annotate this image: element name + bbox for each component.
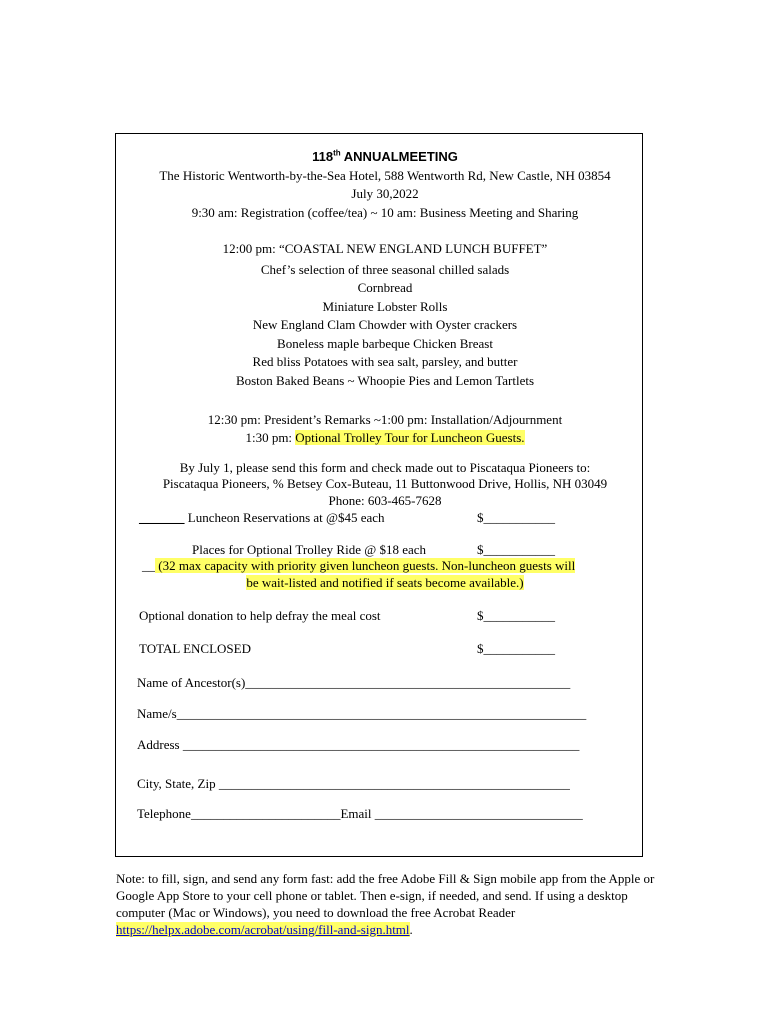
menu-item: Cornbread (357, 280, 413, 295)
total-amount-field[interactable]: $___________ (477, 641, 555, 656)
trolley-quantity-blank[interactable]: __ (142, 558, 155, 573)
menu-item: Boston Baked Beans ~ Whoopie Pies and Lemon Tartlets (235, 373, 535, 388)
trolley-places-label: Places for Optional Trolley Ride @ $18 each (192, 542, 427, 557)
donation-label: Optional donation to help defray the meal cost (139, 608, 381, 623)
schedule-line: 9:30 am: Registration (coffee/tea) ~ 10 am: Business Meeting and Sharing (191, 205, 579, 220)
city-state-zip-field[interactable]: City, State, Zip ______________________________________________________ (137, 776, 570, 791)
trolley-capacity-note: __ (32 max capacity with priority given luncheon guests. Non-luncheon guests will (142, 558, 576, 573)
adobe-help-link[interactable]: https://helpx.adobe.com/acrobat/using/fill-and-sign.html (116, 922, 410, 937)
luncheon-amount-field[interactable]: $___________ (477, 510, 555, 525)
mail-instructions: By July 1, please send this form and check made out to Piscataqua Pioneers to: (179, 460, 591, 475)
trolley-tour-highlight: Optional Trolley Tour for Luncheon Guests. (295, 430, 525, 445)
venue-line: The Historic Wentworth-by-the-Sea Hotel, 588 Wentworth Rd, New Castle, NH 03854 (159, 168, 611, 183)
mail-phone: Phone: 603-465-7628 (328, 493, 442, 508)
menu-item: Miniature Lobster Rolls (322, 299, 448, 314)
luncheon-quantity-blank[interactable]: _______ (139, 510, 185, 525)
address-field[interactable]: Address _____________________________________________________________ (137, 737, 580, 752)
telephone-email-field[interactable]: Telephone_______________________Email ________________________________ (137, 806, 583, 821)
meeting-date: July 30,2022 (351, 186, 419, 201)
luncheon-reservations-row[interactable]: _______ Luncheon Reservations at @$45 each (139, 510, 385, 525)
meeting-title: 118th ANNUALMEETING (312, 148, 458, 164)
remarks-line: 12:30 pm: President’s Remarks ~1:00 pm: Installation/Adjournment (207, 412, 563, 427)
mail-address: Piscataqua Pioneers, % Betsey Cox-Buteau, 11 Buttonwood Drive, Hollis, NH 03049 (162, 476, 608, 491)
ancestor-field[interactable]: Name of Ancestor(s)__________________________________________________ (137, 675, 571, 690)
trolley-waitlist-note: be wait-listed and notified if seats become available.) (246, 575, 524, 590)
adobe-note: Note: to fill, sign, and send any form fast: add the free Adobe Fill & Sign mobile app from the Apple or Google App Store to your cell phone or tablet. Then e-sign, if needed, and send. If using a desktop computer (Mac or Windows), you need to download the free Acrobat Reader https://helpx.adobe.com/acrobat/using/fill-and-sign.html. (116, 871, 655, 937)
names-field[interactable]: Name/s_______________________________________________________________ (137, 706, 587, 721)
menu-item: Red bliss Potatoes with sea salt, parsley, and butter (252, 354, 518, 369)
menu-item: Boneless maple barbeque Chicken Breast (277, 336, 493, 351)
trolley-amount-field[interactable]: $___________ (477, 542, 555, 557)
lunch-heading: 12:00 pm: “COASTAL NEW ENGLAND LUNCH BUFFET” (222, 241, 548, 256)
donation-amount-field[interactable]: $___________ (477, 608, 555, 623)
menu-item: New England Clam Chowder with Oyster crackers (252, 317, 518, 332)
trolley-tour-line: 1:30 pm: Optional Trolley Tour for Luncheon Guests. (245, 430, 525, 445)
menu-item: Chef’s selection of three seasonal chilled salads (260, 262, 510, 277)
total-label: TOTAL ENCLOSED (139, 641, 251, 656)
